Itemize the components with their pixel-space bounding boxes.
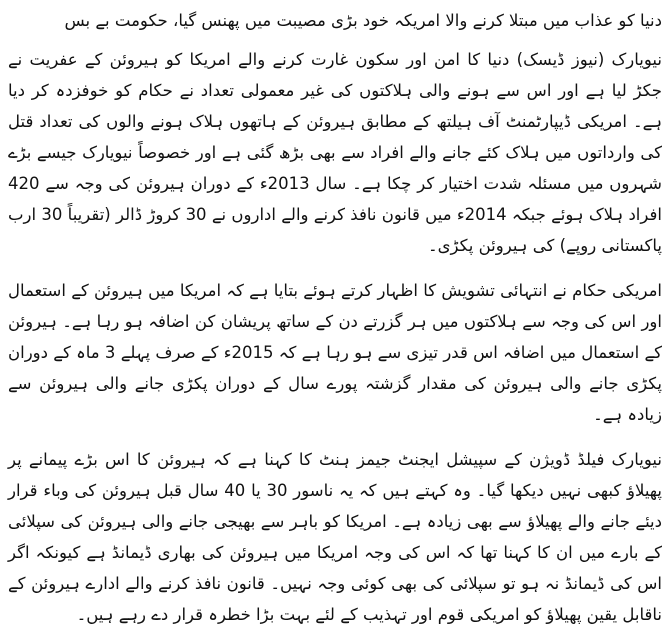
article-headline: دنیا کو عذاب میں مبتلا کرنے والا امریکہ خود بڑی مصیبت میں پھنس گیا، حکومت بے بس [64, 11, 662, 30]
article-paragraph-3: نیویارک فیلڈ ڈویژن کے سپیشل ایجنٹ جیمز ہنٹ کا کہنا ہے کہ ہیروئن کا اس بڑے پیمانے پر پھیلاؤ کبھی نہیں دیکھا گیا۔ وہ کہتے ہیں کہ یہ ناسور 30 یا 40 سال قبل ہیروئن کی وباء قرار دیئے جانے والے پھیلاؤ سے بھی زیادہ ہے۔ امریکا کو باہر سے بھیجی جانے والی ہیروئن کی سپلائی کے بارے میں ان کا کہنا تھا کہ اس کی وجہ امریکا میں ہیروئن کی بھاری ڈیمانڈ ہے کیونکہ اگر اس کی ڈیمانڈ نہ ہو تو سپلائی کی بھی کوئی وجہ نہیں۔ قانون نافذ کرنے والے ادارے ہیروئن کے ناقابل یقین پھیلاؤ کو امریکی قوم اور تہذیب کے لئے بہت بڑا خطرہ قرار دے رہے ہیں۔ [8, 450, 663, 624]
article-paragraph-1: نیویارک (نیوز ڈیسک) دنیا کا امن اور سکون غارت کرنے والے امریکا کو ہیروئن کے عفریت نے جکڑ لیا ہے اور اس سے ہونے والی ہلاکتوں کی غیر معمولی تعداد نے حکام کو خوفزدہ کر دیا ہے۔ امریکی ڈیپارٹمنٹ آف ہیلتھ کے مطابق ہیروئن کے ہاتھوں ہلاک ہونے والوں کی تعداد قتل کی وارداتوں میں ہلاک کئے جانے والے افراد سے بھی بڑھ گئی ہے اور خصوصاً نیویارک جیسے بڑے شہروں میں مسئلہ شدت اختیار کر چکا ہے۔ سال 2013ء کے دوران ہیروئن کی وجہ سے 420 افراد ہلاک ہوئے جبکہ 2014ء میں قانون نافذ کرنے والے اداروں نے 30 کروڑ ڈالر (تقریباً 30 ارب پاکستانی روپے) کی ہیروئن پکڑی۔ [8, 50, 662, 255]
news-article [8, 6, 662, 644]
article-paragraph-2: امریکی حکام نے انتہائی تشویش کا اظہار کرتے ہوئے بتایا ہے کہ امریکا میں ہیروئن کے استعمال اور اس کی وجہ سے ہلاکتوں میں ہر گزرتے دن کے ساتھ پریشان کن اضافہ ہو رہا ہے۔ ہیروئن کے استعمال میں اضافہ اس قدر تیزی سے ہو رہا ہے کہ 2015ء کے صرف پہلے 3 ماہ کے دوران پکڑی جانے والی ہیروئن کی مقدار گزشتہ پورے سال کے دوران پکڑی جانے والی ہیروئن سے زیادہ ہے۔ [8, 281, 662, 424]
